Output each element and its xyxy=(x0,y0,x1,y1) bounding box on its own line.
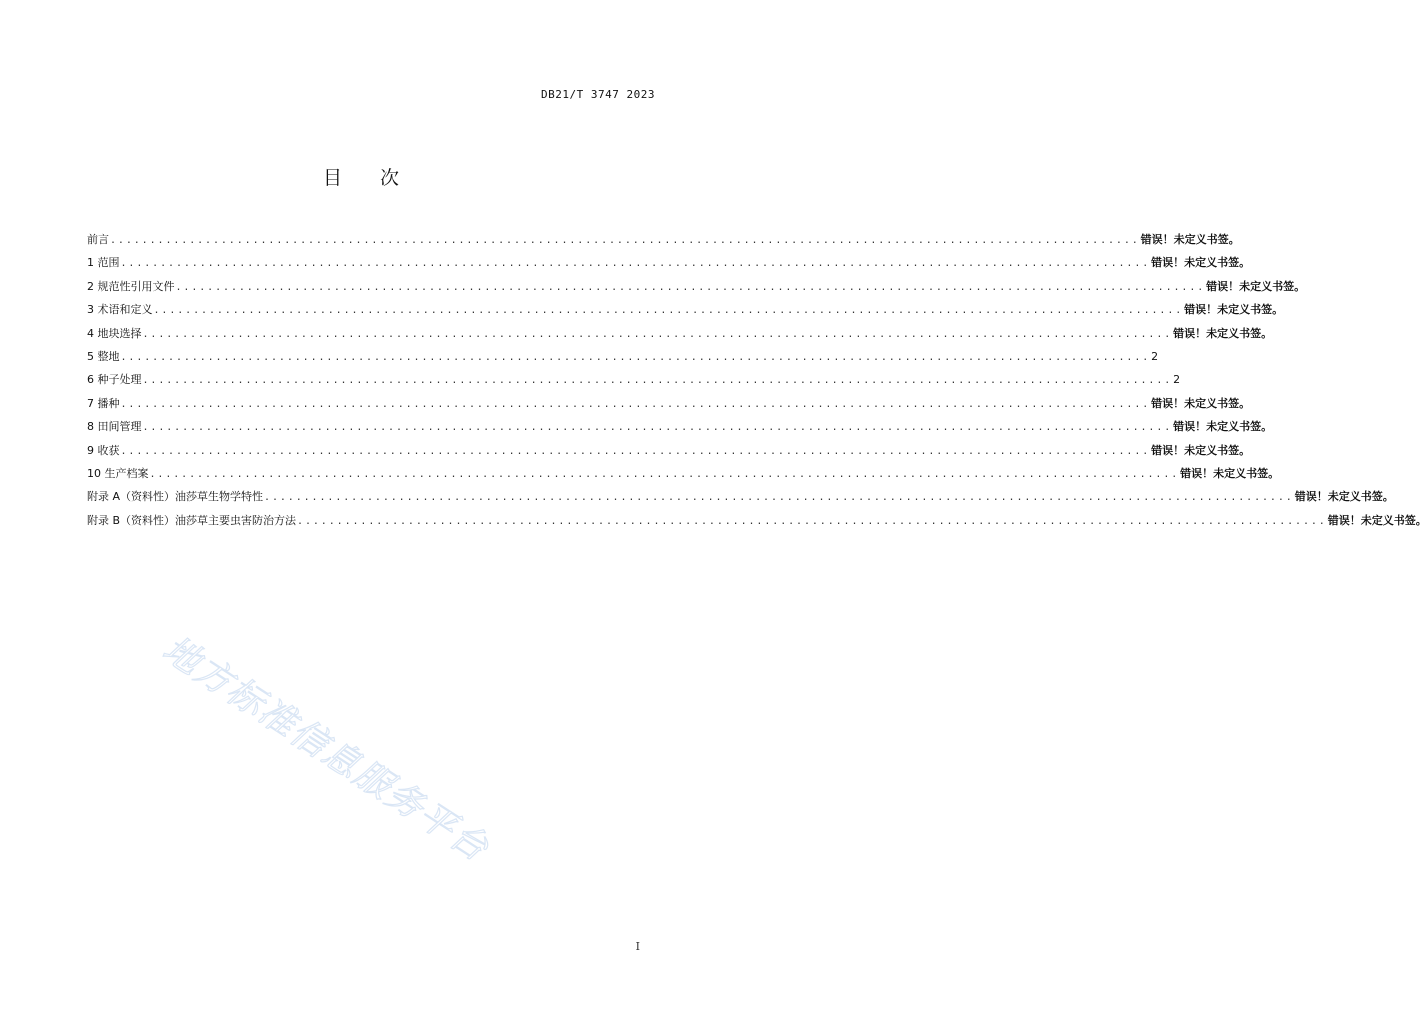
toc-entry[interactable] xyxy=(87,251,1251,274)
toc-entry-label: 7 播种 xyxy=(87,396,120,410)
toc-entry[interactable] xyxy=(87,298,1284,321)
toc-dot-leader: .................................................................................................................................. xyxy=(142,375,1173,387)
toc-dot-leader: .................................................................................................................................. xyxy=(175,281,1206,293)
toc-entry-page: 错误！未定义书签。 xyxy=(1140,233,1240,246)
toc-dot-leader: .................................................................................................................................. xyxy=(153,305,1184,317)
toc-entry-label: 2 规范性引用文件 xyxy=(87,279,175,293)
toc-entry-label: 附录 B（资料性）油莎草主要虫害防治方法 xyxy=(87,513,297,527)
toc-title: 目 次 xyxy=(322,167,402,189)
toc-dot-leader: .................................................................................................................................. xyxy=(120,398,1151,410)
toc-entry[interactable] xyxy=(87,275,1306,298)
toc-entry[interactable] xyxy=(87,439,1251,462)
toc-entry-label: 10 生产档案 xyxy=(87,466,149,480)
toc-entry[interactable] xyxy=(87,228,1240,251)
page-number: I xyxy=(635,940,640,953)
watermark: 地方标准信息服务平台 xyxy=(155,628,497,871)
toc-dot-leader: .................................................................................................................................. xyxy=(149,468,1180,480)
toc-dot-leader: .................................................................................................................................. xyxy=(142,328,1173,340)
toc-dot-leader: .................................................................................................................................. xyxy=(264,492,1294,504)
toc-entry-page: 错误！未定义书签。 xyxy=(1151,396,1251,410)
toc-dot-leader: .................................................................................................................................. xyxy=(120,258,1151,270)
toc-entry-page: 错误！未定义书签。 xyxy=(1327,513,1427,527)
toc-entry-label: 8 田间管理 xyxy=(87,420,142,434)
toc-entry-label: 前言 xyxy=(87,233,109,246)
toc-entry-page: 错误！未定义书签。 xyxy=(1206,279,1306,293)
toc-dot-leader: .................................................................................................................................. xyxy=(142,422,1173,434)
toc-entry-page: 错误！未定义书签。 xyxy=(1180,466,1280,480)
toc-entry-page: 错误！未定义书签。 xyxy=(1184,303,1284,317)
toc-entry[interactable] xyxy=(87,322,1273,345)
toc-entry[interactable] xyxy=(87,485,1394,508)
toc-dot-leader: .................................................................................................................................. xyxy=(297,515,1327,527)
toc-entry[interactable] xyxy=(87,392,1251,415)
toc-entry-label: 附录 A（资料性）油莎草生物学特性 xyxy=(87,490,264,504)
toc-entry[interactable] xyxy=(87,368,1181,391)
toc-entry-label: 4 地块选择 xyxy=(87,326,142,340)
toc-entry-page: 错误！未定义书签。 xyxy=(1151,256,1251,270)
document-code: DB21/T 3747 2023 xyxy=(541,88,655,101)
toc-entry[interactable] xyxy=(87,345,1159,368)
toc-entry-page: 错误！未定义书签。 xyxy=(1173,326,1273,340)
toc-dot-leader: .................................................................................................................................. xyxy=(110,235,1140,246)
toc-dot-leader: .................................................................................................................................. xyxy=(120,351,1151,363)
toc-dot-leader: .................................................................................................................................. xyxy=(120,445,1151,457)
toc-entry-page: 2 xyxy=(1173,373,1181,387)
table-of-contents xyxy=(87,228,1427,532)
toc-entry-page: 2 xyxy=(1151,349,1159,363)
toc-entry[interactable] xyxy=(87,462,1280,485)
toc-entry-label: 1 范围 xyxy=(87,256,120,270)
toc-entry-page: 错误！未定义书签。 xyxy=(1173,420,1273,434)
toc-entry-label: 5 整地 xyxy=(87,349,120,363)
toc-entry[interactable] xyxy=(87,509,1427,532)
toc-entry-label: 6 种子处理 xyxy=(87,373,142,387)
toc-entry-page: 错误！未定义书签。 xyxy=(1294,490,1394,504)
toc-entry-page: 错误！未定义书签。 xyxy=(1151,443,1251,457)
toc-entry-label: 9 收获 xyxy=(87,443,120,457)
toc-entry-label: 3 术语和定义 xyxy=(87,303,153,317)
toc-entry[interactable] xyxy=(87,415,1273,438)
